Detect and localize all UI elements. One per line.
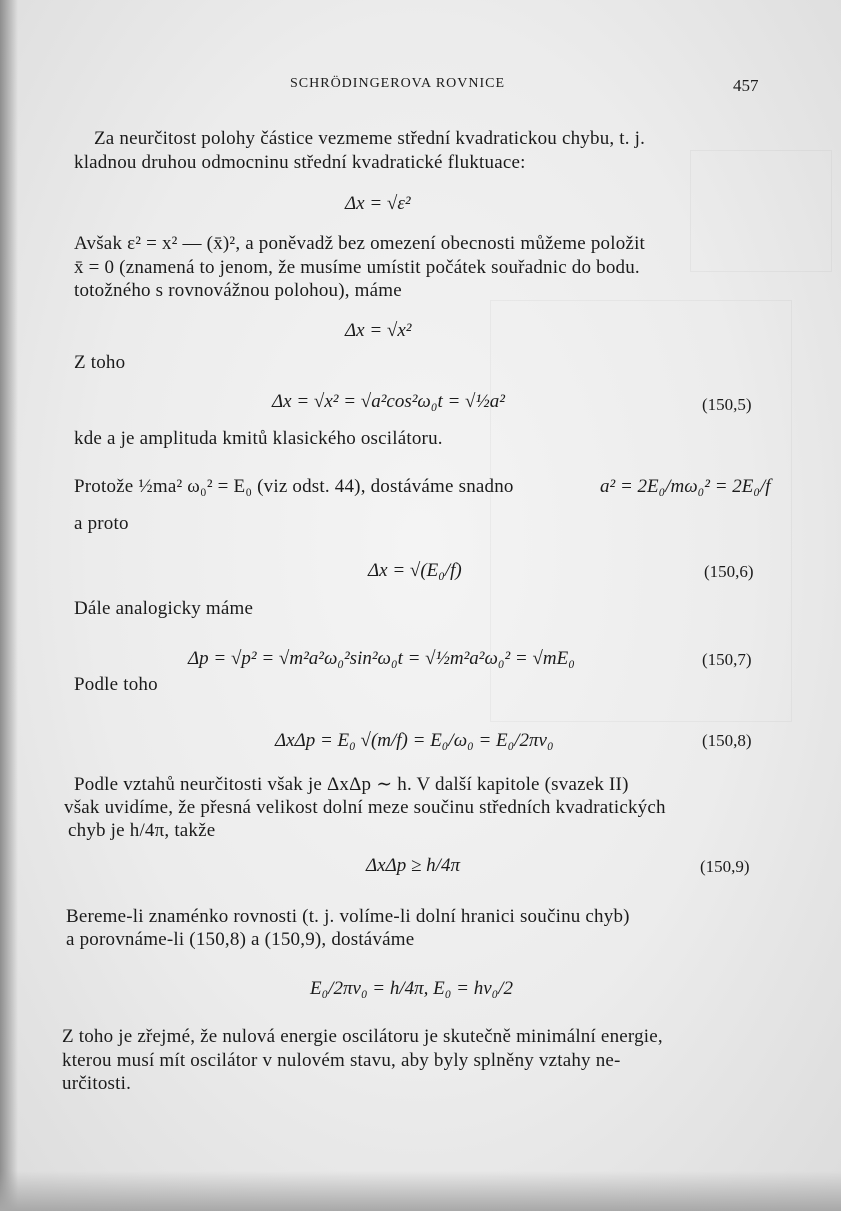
equation-150-7: Δp = √p² = √m²a²ω₀²sin²ω₀t = √½m²a²ω₀² = √mE₀ [188,648,575,669]
bleed-through-text-block [690,150,832,272]
equation-150-6: Δx = √(E₀/f) [368,560,462,581]
text-line: kterou musí mít oscilátor v nulovém stavu, aby byly splněny vztahy ne- [62,1050,621,1071]
text-line: a porovnáme-li (150,8) a (150,9), dostáváme [66,929,415,950]
equation-zero-point-energy: E₀/2πν₀ = h/4π, E₀ = hν₀/2 [310,978,514,999]
equation-150-5: Δx = √x² = √a²cos²ω₀t = √½a² [272,391,505,412]
equation-number: (150,7) [702,650,752,669]
text-line: Z toho je zřejmé, že nulová energie oscilátoru je skutečně minimální energie, [62,1026,663,1047]
equation-number: (150,6) [704,562,754,581]
text-line: x̄ = 0 (znamená to jenom, že musíme umístit počátek souřadnic do bodu. [74,257,640,278]
text-line: Z toho [74,352,126,373]
text-line: Bereme-li znaménko rovnosti (t. j. volíme-li dolní hranici součinu chyb) [66,906,630,927]
text-line: kde a je amplituda kmitů klasického oscilátoru. [74,428,443,449]
equation-delta-x-epsilon: Δx = √ε² [345,193,411,214]
equation-150-9: ΔxΔp ≥ h/4π [366,855,460,876]
chapter-title: SCHRÖDINGEROVA ROVNICE [290,76,506,91]
equation-number: (150,8) [702,731,752,750]
text-line: určitosti. [62,1073,132,1094]
equation-number: (150,5) [702,395,752,414]
text-line: Za neurčitost polohy částice vezmeme střední kvadratickou chybu, t. j. [94,128,646,149]
equation-amplitude: a² = 2E₀/mω₀² = 2E₀/f [600,476,771,497]
equation-number: (150,9) [700,857,750,876]
text-line: kladnou druhou odmocninu střední kvadratické fluktuace: [74,152,526,173]
text-line: Protože ½ma² ω₀² = E₀ (viz odst. 44), dostáváme snadno [74,476,514,497]
text-line: však uvidíme, že přesná velikost dolní meze součinu středních kvadratických [64,797,666,818]
text-line: Avšak ε² = x² — (x̄)², a poněvadž bez omezení obecnosti můžeme položit [74,233,646,254]
text-line: Dále analogicky máme [74,598,254,619]
equation-150-8: ΔxΔp = E₀ √(m/f) = E₀/ω₀ = E₀/2πν₀ [275,730,554,751]
text-line: chyb je h/4π, takže [68,820,216,841]
text-line: totožného s rovnovážnou polohou), máme [74,280,402,301]
equation-delta-x-mean-square: Δx = √x² [345,320,412,341]
text-line: a proto [74,513,129,534]
text-line: Podle vztahů neurčitosti však je ΔxΔp ∼ h. V další kapitole (svazek II) [74,774,629,795]
page-number: 457 [733,76,759,95]
text-line: Podle toho [74,674,158,695]
